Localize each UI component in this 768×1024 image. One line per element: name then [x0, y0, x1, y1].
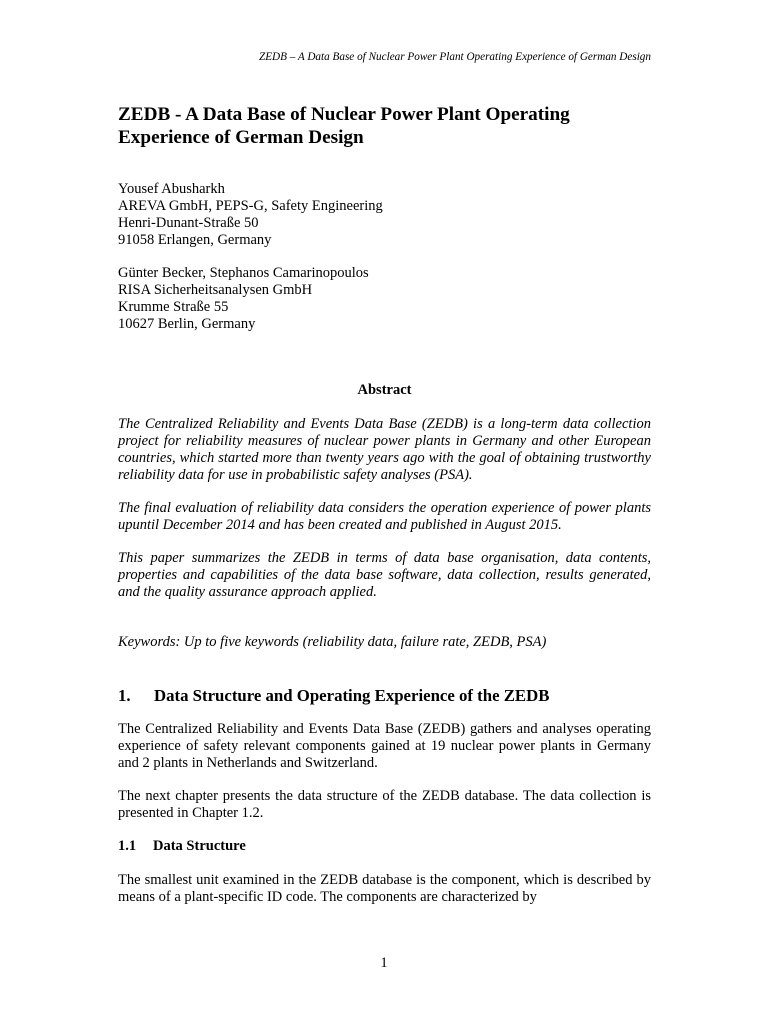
author-block-1 [118, 181, 651, 249]
subsection-heading-1-1 [118, 838, 651, 855]
author-affiliation: RISA Sicherheitsanalysen GmbH [118, 282, 313, 298]
abstract-paragraph-3: This paper summarizes the ZEDB in terms of data base organisation, data contents, properties and capabilities of the data base software, data collection, results generated, and the quality assurance approach applied. [118, 550, 651, 600]
author-city: 91058 Erlangen, Germany [118, 232, 272, 248]
paper-title: ZEDB - A Data Base of Nuclear Power Plant Operating Experience of German Design [118, 104, 570, 148]
author-names: Günter Becker, Stephanos Camarinopoulos [118, 265, 369, 281]
abstract-paragraph-2: The final evaluation of reliability data considers the operation experience of power plants upuntil December 2014 and has been created and published in August 2015. [118, 500, 651, 533]
author-street: Henri-Dunant-Straße 50 [118, 215, 259, 231]
section-title: Data Structure and Operating Experience of the ZEDB [154, 686, 550, 705]
body-paragraph: The smallest unit examined in the ZEDB database is the component, which is described by means of a plant-specific ID code. The components are characterized by [118, 872, 651, 905]
body-paragraph: The next chapter presents the data structure of the ZEDB database. The data collection is presented in Chapter 1.2. [118, 788, 651, 821]
subsection-number: 1.1 [118, 838, 137, 854]
abstract-heading: Abstract [357, 382, 412, 398]
author-affiliation: AREVA GmbH, PEPS-G, Safety Engineering [118, 198, 383, 214]
subsection-title: Data Structure [153, 838, 246, 854]
abstract-paragraph-1: The Centralized Reliability and Events Data Base (ZEDB) is a long-term data collection project for reliability measures of nuclear power plants in Germany and other European countries, which started more than twenty years ago with the goal of obtaining trustworthy reliability data for use in probabilistic safety analyses (PSA). [118, 416, 651, 483]
body-paragraph: The Centralized Reliability and Events Data Base (ZEDB) gathers and analyses operating experience of safety relevant components gained at 19 nuclear power plants in Germany and 2 plants in Netherlands and Switzerland. [118, 721, 651, 771]
running-header: ZEDB – A Data Base of Nuclear Power Plant Operating Experience of German Design [258, 51, 651, 63]
author-name: Yousef Abusharkh [118, 181, 225, 197]
keywords-line: Keywords: Up to five keywords (reliability data, failure rate, ZEDB, PSA) [118, 634, 547, 650]
section-number: 1. [118, 686, 131, 705]
section-heading-1 [118, 686, 651, 706]
author-street: Krumme Straße 55 [118, 299, 229, 315]
page-number: 1 [380, 955, 388, 971]
author-city: 10627 Berlin, Germany [118, 316, 256, 332]
author-block-2 [118, 265, 651, 333]
